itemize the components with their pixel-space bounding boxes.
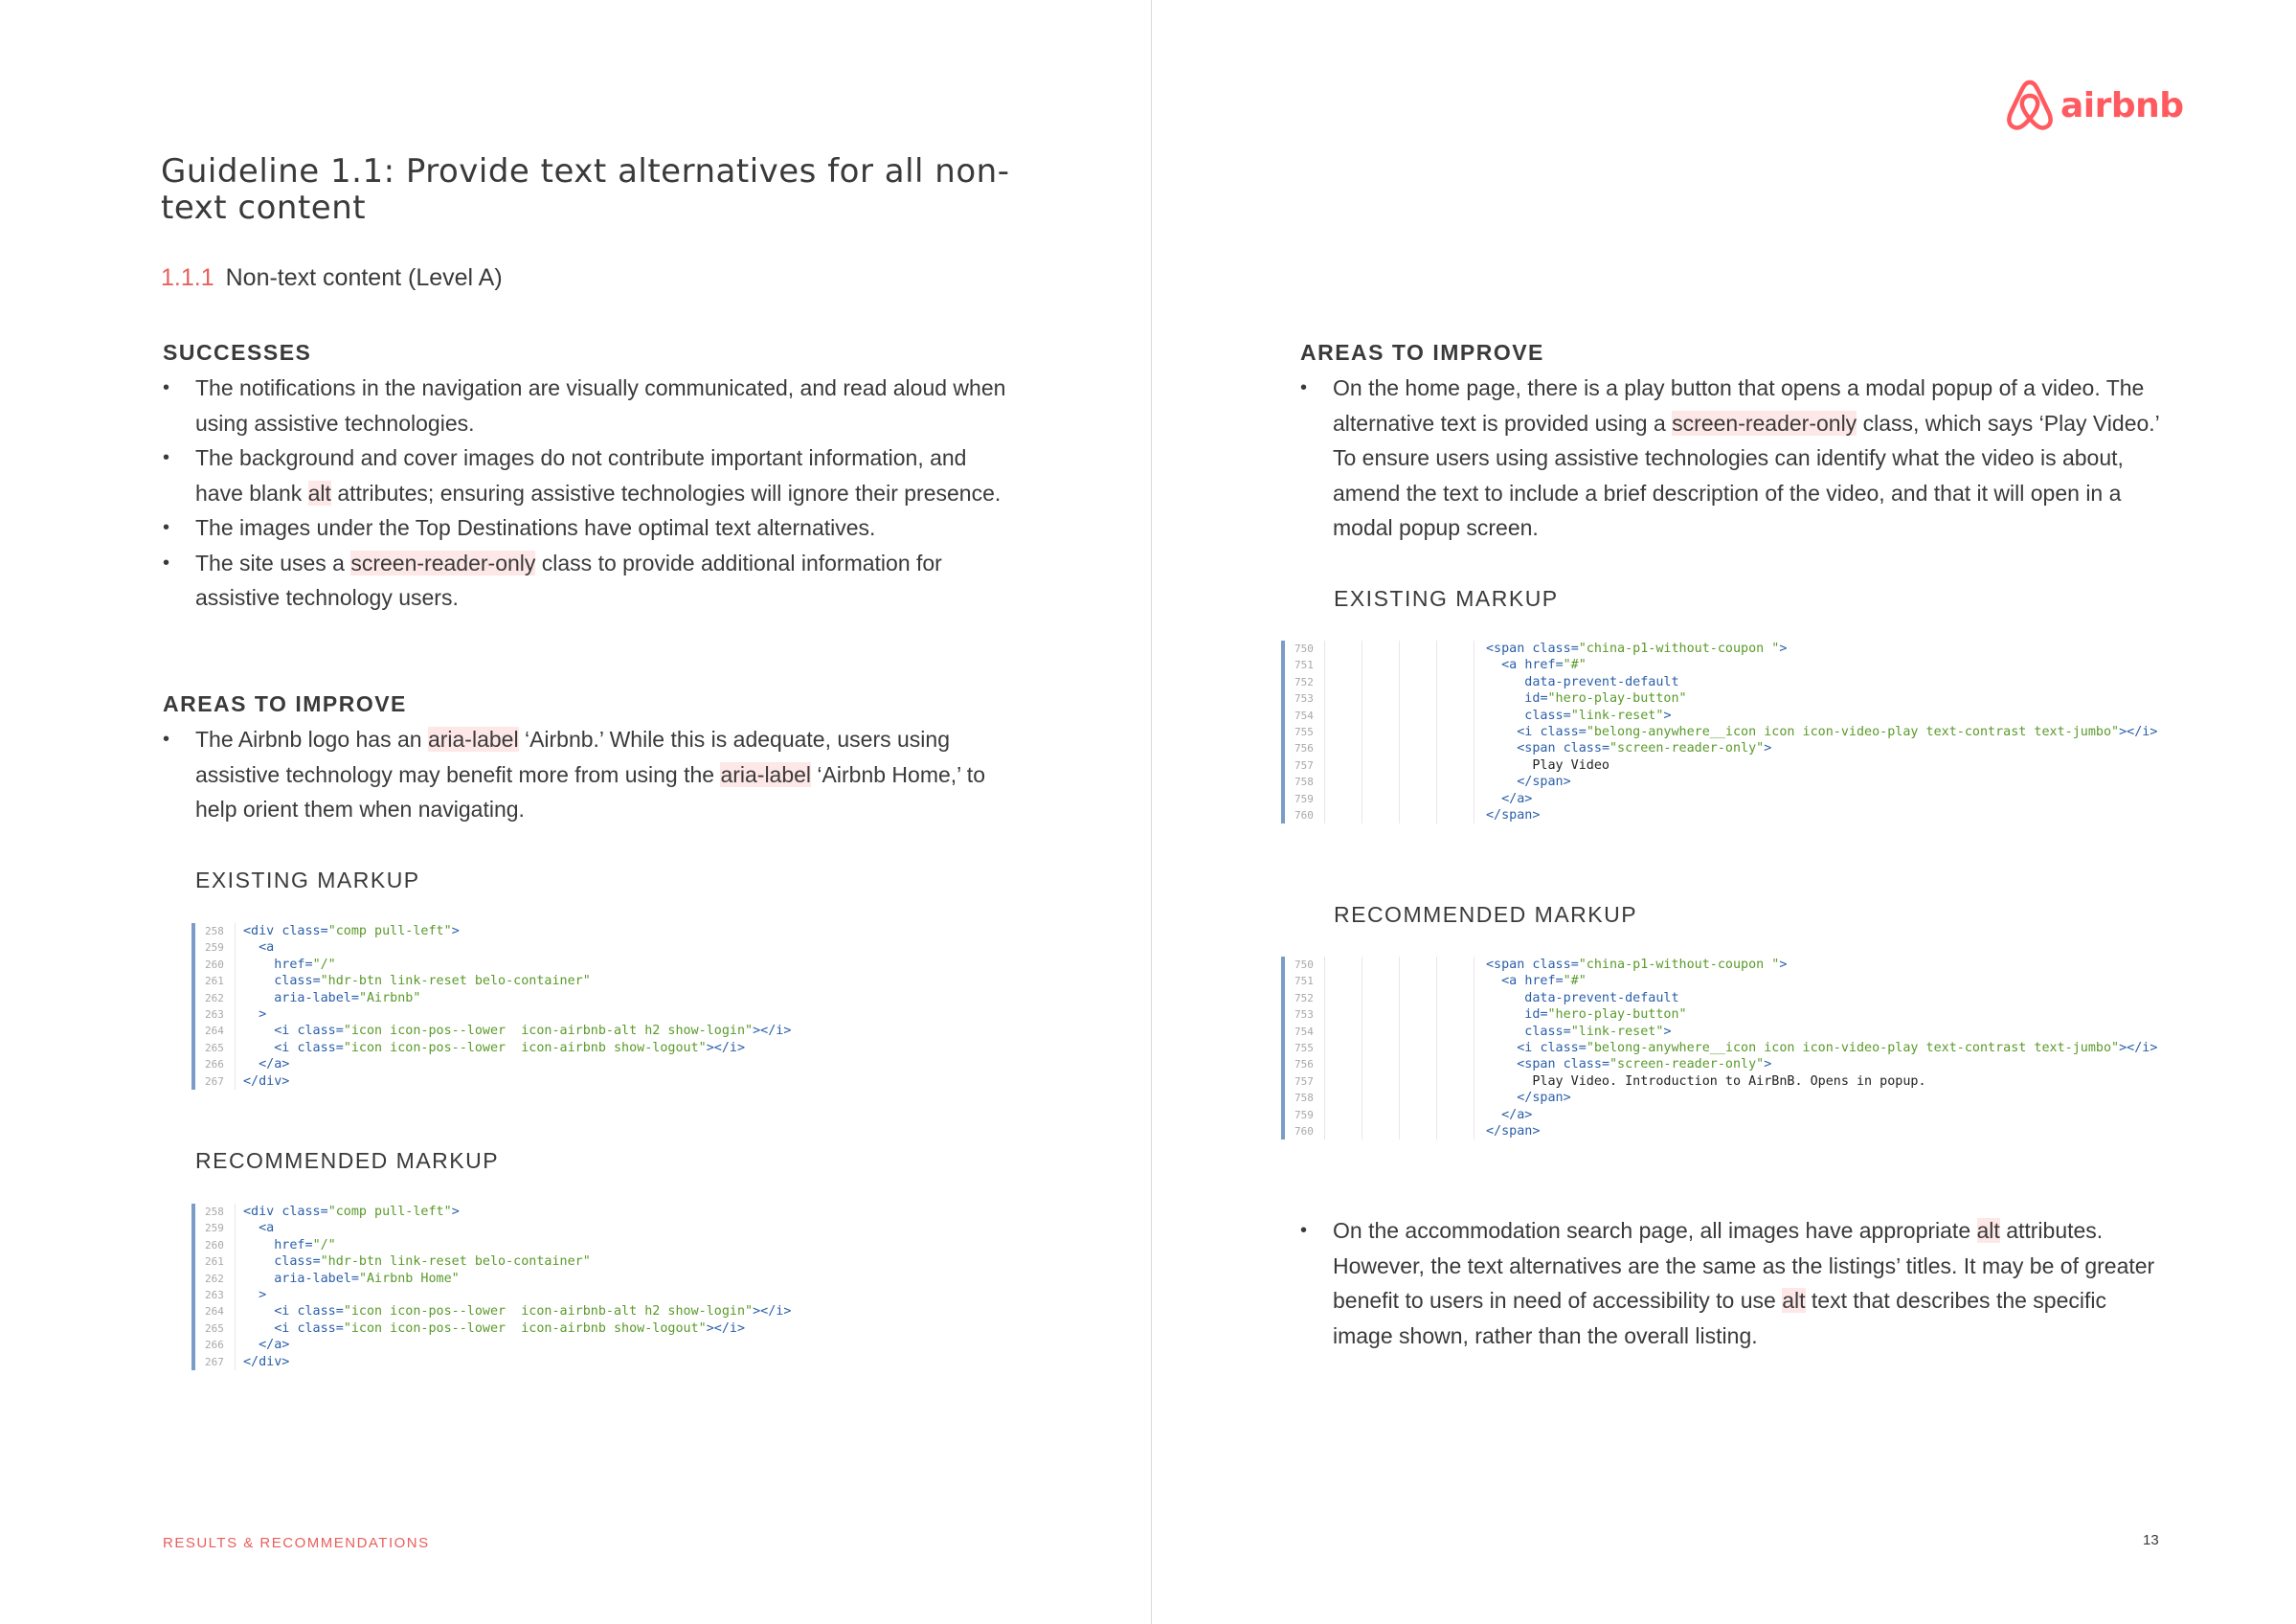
- indent-guides: [1325, 791, 1478, 807]
- page-title: Guideline 1.1: Provide text alternatives for all non-text content: [161, 152, 1010, 227]
- code-line: [1285, 740, 2157, 756]
- line-number: 757: [1285, 1073, 1325, 1090]
- line-number: 260: [195, 957, 236, 973]
- code-text: </span>: [1486, 1123, 1541, 1139]
- code-text: <i class="icon icon-pos--lower icon-airbnb-alt h2 show-login"></i>: [243, 1024, 792, 1039]
- code-line: [1285, 674, 2157, 690]
- indent-guides: [1325, 1123, 1478, 1139]
- line-number: 261: [195, 1253, 236, 1270]
- code-text: </div>: [243, 1073, 290, 1089]
- line-number: 258: [195, 1204, 236, 1220]
- line-number: 267: [195, 1354, 236, 1370]
- line-number: 262: [195, 1271, 236, 1287]
- code-text: </a>: [243, 1338, 290, 1353]
- code-text: >: [243, 1287, 267, 1302]
- line-number: 267: [195, 1073, 236, 1090]
- line-number: 750: [1285, 641, 1325, 657]
- code-line: [1285, 1123, 2157, 1139]
- line-number: 754: [1285, 708, 1325, 724]
- line-number: 263: [195, 1287, 236, 1303]
- recommended-markup-label-left: RECOMMENDED MARKUP: [195, 1148, 500, 1173]
- bullet-text: The site uses a: [195, 550, 351, 575]
- code-text: <span class="china-p1-without-coupon ">: [1486, 642, 1788, 656]
- code-line: [1285, 807, 2157, 823]
- code-line: [1285, 724, 2157, 740]
- code-line: [1285, 1040, 2157, 1056]
- bullet-text: class, which says ‘Play Video.’ To ensure users using assistive technologies can identify what the video is about, amend the text to include a brief description of the video, and that it will open in a modal popup screen.: [1333, 410, 2159, 540]
- code-text: <span class="screen-reader-only">: [1486, 1057, 1772, 1072]
- line-number: 755: [1285, 1040, 1325, 1056]
- code-text: </a>: [1486, 1107, 1533, 1122]
- line-number: 751: [1285, 657, 1325, 673]
- line-number: 752: [1285, 990, 1325, 1006]
- line-number: 757: [1285, 757, 1325, 774]
- bullet-text: The notifications in the navigation are visually communicated, and read aloud when using assistive technologies.: [195, 375, 1006, 436]
- code-line: [1285, 657, 2157, 673]
- bullet-text: class to provide additional information for assistive technology users.: [195, 550, 942, 610]
- indent-guides: [1325, 1024, 1478, 1040]
- indent-guides: [1325, 990, 1478, 1006]
- code-text: </div>: [243, 1354, 290, 1369]
- line-number: 263: [195, 1006, 236, 1023]
- indent-guides: [1325, 1006, 1478, 1023]
- areas-list-right-2: [1300, 1213, 2162, 1353]
- code-text: <div class="comp pull-left">: [243, 924, 460, 938]
- indent-guides: [1325, 657, 1478, 673]
- code-text: data-prevent-default: [1486, 990, 1679, 1005]
- code-text: <a: [243, 940, 275, 956]
- indent-guides: [1325, 724, 1478, 740]
- indent-guides: [1325, 807, 1478, 823]
- line-number: 751: [1285, 973, 1325, 989]
- recommended-markup-label-right: RECOMMENDED MARKUP: [1334, 902, 1638, 927]
- line-number: 264: [195, 1303, 236, 1320]
- line-number: 758: [1285, 774, 1325, 790]
- code-line: [1285, 957, 2157, 973]
- airbnb-belo-icon: [2005, 79, 2055, 132]
- code-text: <i class="belong-anywhere__icon icon icon-video-play text-contrast text-jumbo"></i>: [1486, 724, 2158, 739]
- code-text: class="hdr-btn link-reset belo-container": [243, 974, 591, 989]
- code-text: href="/": [243, 957, 336, 972]
- code-term-highlight: aria-label: [427, 727, 519, 752]
- code-term-highlight: alt: [1976, 1218, 2000, 1243]
- code-line: [1285, 774, 2157, 790]
- existing-code-block-right: [1281, 641, 2157, 823]
- bullet-item: [1300, 371, 2162, 546]
- indent-guides: [1325, 1056, 1478, 1072]
- bullet-text: attributes. However, the text alternatives are the same as the listings’ titles. It may be of greater benefit to users in need of accessibility to use: [1333, 1218, 2155, 1313]
- code-line: [1285, 1073, 2157, 1090]
- line-number: 760: [1285, 807, 1325, 823]
- indent-guides: [1325, 1040, 1478, 1056]
- code-line: [1285, 973, 2157, 989]
- indent-guides: [1325, 674, 1478, 690]
- indent-guides: [1325, 1107, 1478, 1123]
- page-number: 13: [2143, 1532, 2159, 1548]
- code-text: <a: [243, 1221, 275, 1236]
- code-line: [1285, 1024, 2157, 1040]
- indent-guides: [1325, 1073, 1478, 1090]
- code-text: <a href="#": [1486, 658, 1587, 673]
- footer-section-label: RESULTS & RECOMMENDATIONS: [163, 1535, 430, 1551]
- bullet-text: The background and cover images do not contribute important information, and have blank: [195, 445, 967, 506]
- existing-markup-label-left: EXISTING MARKUP: [195, 868, 420, 892]
- code-text: href="/": [243, 1237, 336, 1252]
- code-term-highlight: alt: [1782, 1288, 1806, 1313]
- areas-list-right-1: [1300, 371, 2162, 546]
- line-number: 265: [195, 1320, 236, 1337]
- line-number: 265: [195, 1040, 236, 1056]
- code-text: </span>: [1486, 807, 1541, 823]
- line-number: 760: [1285, 1123, 1325, 1139]
- code-line: [1285, 990, 2157, 1006]
- code-text: class="hdr-btn link-reset belo-container": [243, 1254, 591, 1270]
- code-text: <div class="comp pull-left">: [243, 1205, 460, 1219]
- line-number: 266: [195, 1337, 236, 1353]
- indent-guides: [1325, 973, 1478, 989]
- code-text: <span class="china-p1-without-coupon ">: [1486, 958, 1788, 972]
- line-number: 266: [195, 1056, 236, 1072]
- code-text: aria-label="Airbnb": [243, 990, 421, 1005]
- bullet-text: On the accommodation search page, all images have appropriate: [1333, 1218, 1977, 1243]
- bullet-text: attributes; ensuring assistive technologies will ignore their presence.: [330, 480, 1002, 506]
- line-number: 754: [1285, 1024, 1325, 1040]
- indent-guides: [1325, 690, 1478, 707]
- code-line: [1285, 1006, 2157, 1023]
- line-number: 758: [1285, 1090, 1325, 1106]
- indent-guides: [1325, 740, 1478, 756]
- areas-heading-right: AREAS TO IMPROVE: [1300, 340, 1544, 365]
- code-line: [1285, 791, 2157, 807]
- bullet-text: On the home page, there is a play button that opens a modal popup of a video. The alternative text is provided using a: [1333, 375, 2145, 436]
- code-line: [1285, 641, 2157, 657]
- code-text: id="hero-play-button": [1486, 1007, 1687, 1023]
- bullet-text: text that describes the specific image shown, rather than the overall listing.: [1333, 1288, 2107, 1348]
- code-text: data-prevent-default: [1486, 674, 1679, 689]
- criterion-number: 1.1.1: [161, 264, 214, 291]
- indent-guides: [1325, 708, 1478, 724]
- code-text: aria-label="Airbnb Home": [243, 1271, 460, 1286]
- areas-heading-left: AREAS TO IMPROVE: [163, 691, 407, 716]
- code-text: Play Video: [1486, 757, 1609, 773]
- line-number: 756: [1285, 740, 1325, 756]
- line-number: 753: [1285, 690, 1325, 707]
- code-text: </a>: [1486, 791, 1533, 806]
- line-number: 264: [195, 1023, 236, 1039]
- code-text: </span>: [1486, 1091, 1571, 1106]
- successes-heading: SUCCESSES: [163, 340, 312, 365]
- line-number: 259: [195, 939, 236, 956]
- line-number: 261: [195, 973, 236, 989]
- airbnb-wordmark: airbnb: [2060, 85, 2184, 125]
- line-number: 259: [195, 1220, 236, 1236]
- code-text: </a>: [243, 1057, 290, 1072]
- existing-markup-label-right: EXISTING MARKUP: [1334, 586, 1559, 611]
- code-line: [1285, 757, 2157, 774]
- line-number: 750: [1285, 957, 1325, 973]
- code-term-highlight: alt: [307, 480, 331, 506]
- line-number: 755: [1285, 724, 1325, 740]
- line-number: 759: [1285, 1107, 1325, 1123]
- code-line: [1285, 1090, 2157, 1106]
- airbnb-logo: [2005, 79, 2184, 132]
- code-text: <span class="screen-reader-only">: [1486, 741, 1772, 756]
- line-number: 756: [1285, 1056, 1325, 1072]
- bullet-item: [1300, 1213, 2162, 1353]
- bullet-text: ‘Airbnb Home,’ to help orient them when navigating.: [195, 761, 985, 822]
- code-term-highlight: screen-reader-only: [350, 550, 536, 575]
- line-number: 752: [1285, 674, 1325, 690]
- code-line: [1285, 1107, 2157, 1123]
- code-text: <i class="icon icon-pos--lower icon-airbnb show-logout"></i>: [243, 1040, 746, 1055]
- code-text: <i class="icon icon-pos--lower icon-airbnb-alt h2 show-login"></i>: [243, 1304, 792, 1320]
- code-text: <a href="#": [1486, 974, 1587, 989]
- code-text: class="link-reset">: [1486, 708, 1672, 723]
- recommended-code-block-right: [1281, 957, 2157, 1139]
- indent-guides: [1325, 1090, 1478, 1106]
- code-line: [1285, 1056, 2157, 1072]
- code-line: [1285, 708, 2157, 724]
- line-number: 258: [195, 923, 236, 939]
- line-number: 262: [195, 990, 236, 1006]
- indent-guides: [1325, 757, 1478, 774]
- code-line: [1285, 690, 2157, 707]
- code-term-highlight: screen-reader-only: [1672, 410, 1857, 436]
- line-number: 759: [1285, 791, 1325, 807]
- indent-guides: [1325, 641, 1478, 657]
- bullet-text: The Airbnb logo has an: [195, 727, 428, 752]
- code-text: class="link-reset">: [1486, 1024, 1672, 1039]
- indent-guides: [1325, 774, 1478, 790]
- code-term-highlight: aria-label: [720, 761, 812, 787]
- line-number: 260: [195, 1237, 236, 1253]
- code-text: Play Video. Introduction to AirBnB. Opens in popup.: [1486, 1073, 1926, 1089]
- indent-guides: [1325, 957, 1478, 973]
- criterion-label: Non-text content (Level A): [225, 264, 503, 291]
- line-number: 753: [1285, 1006, 1325, 1023]
- bullet-text: ‘Airbnb.’ While this is adequate, users using assistive technology may benefit more from using the: [195, 727, 950, 787]
- bullet-text: The images under the Top Destinations have optimal text alternatives.: [195, 515, 876, 540]
- code-text: >: [243, 1006, 267, 1022]
- code-text: <i class="belong-anywhere__icon icon icon-video-play text-contrast text-jumbo"></i>: [1486, 1040, 2158, 1055]
- code-text: <i class="icon icon-pos--lower icon-airbnb show-logout"></i>: [243, 1320, 746, 1336]
- code-text: id="hero-play-button": [1486, 691, 1687, 707]
- code-text: </span>: [1486, 775, 1571, 790]
